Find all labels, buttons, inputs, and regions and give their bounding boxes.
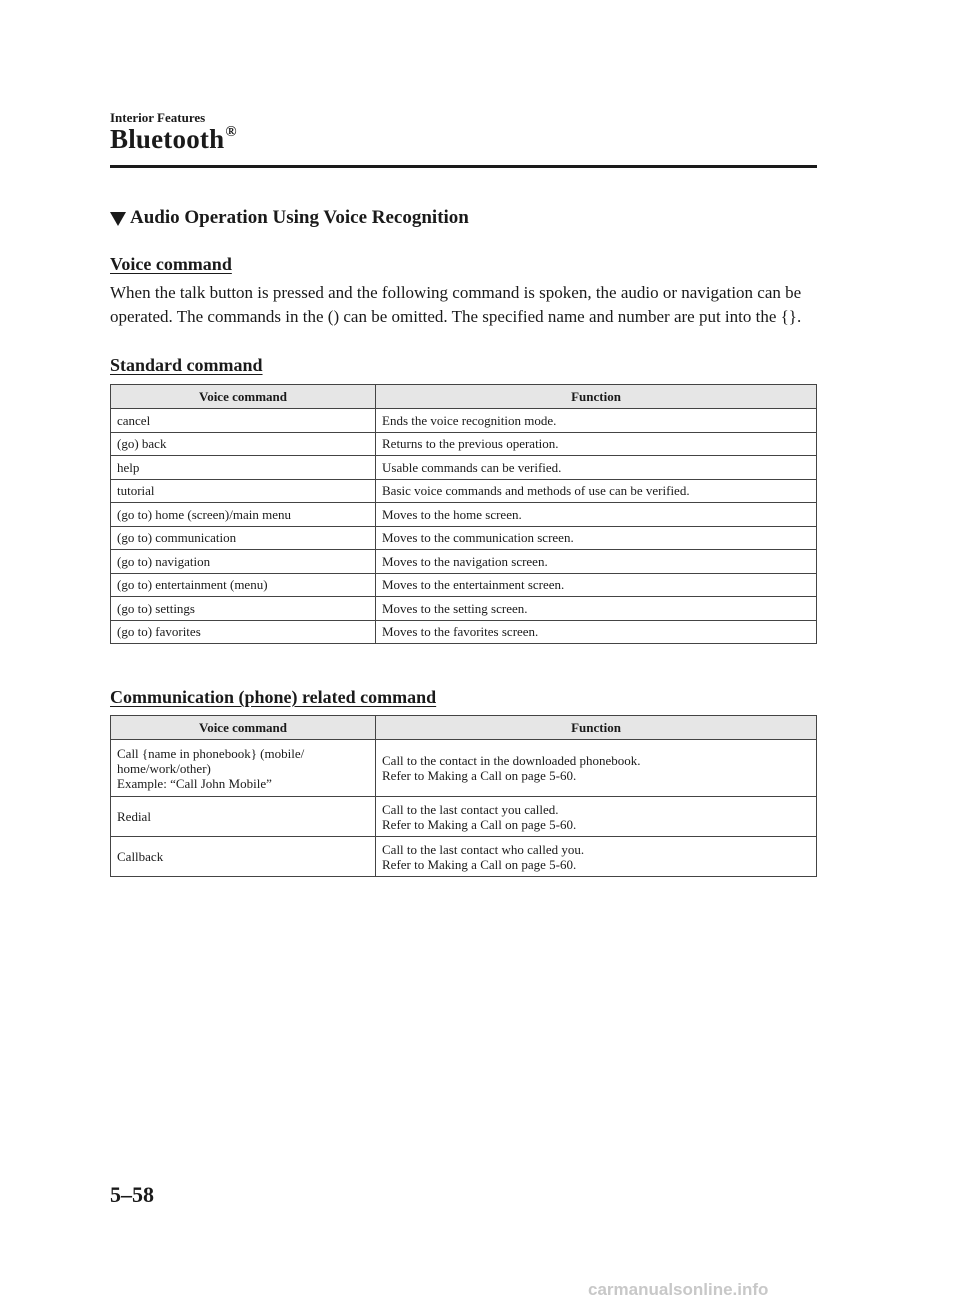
function-cell: Moves to the setting screen.	[376, 597, 817, 621]
chapter-title	[110, 124, 237, 155]
cell-line: home/work/other)	[117, 760, 211, 776]
phone-table-body	[111, 740, 817, 877]
column-header-voice-command: Voice command	[111, 716, 376, 740]
standard-command-table	[110, 384, 817, 644]
column-header-function: Function	[376, 385, 817, 409]
cell-line: Refer to Making a Call on page 5-60.	[382, 768, 577, 783]
registered-mark: ®	[225, 124, 237, 140]
intro-paragraph: When the talk button is pressed and the following command is spoken, the audio or navigation can be operated. The commands in the () can be omitted. The specified name and number are put into the {}.	[110, 283, 802, 326]
cell-line: Refer to Making a Call on page 5-60.	[382, 856, 577, 872]
column-header-voice-command: Voice command	[111, 385, 376, 409]
voice-command-cell: (go) back	[111, 432, 376, 456]
function-cell: Moves to the entertainment screen.	[376, 573, 817, 597]
function-cell: Ends the voice recognition mode.	[376, 409, 817, 433]
function-cell: Usable commands can be verified.	[376, 456, 817, 480]
triangle-down-icon	[110, 212, 126, 226]
voice-command-cell: (go to) entertainment (menu)	[111, 573, 376, 597]
cell-line: Refer to Making a Call on page 5-60.	[382, 816, 577, 832]
function-cell	[376, 797, 817, 837]
voice-command-cell: (go to) home (screen)/main menu	[111, 503, 376, 527]
voice-command-cell: (go to) favorites	[111, 620, 376, 644]
cell-line: Call to the contact in the downloaded phonebook.	[382, 753, 641, 768]
voice-command-cell: (go to) communication	[111, 526, 376, 550]
voice-command-subheading: Voice command	[110, 254, 232, 274]
function-cell: Basic voice commands and methods of use can be verified.	[376, 479, 817, 503]
voice-command-cell	[111, 837, 376, 877]
phone-command-subheading: Communication (phone) related command	[110, 687, 437, 707]
cell-line: Call to the last contact you called.	[382, 801, 559, 817]
standard-command-subheading: Standard command	[110, 355, 263, 375]
cell-line: Callback	[117, 849, 164, 864]
page-number: 5–58	[110, 1182, 154, 1207]
section-heading	[110, 207, 469, 229]
function-cell: Moves to the home screen.	[376, 503, 817, 527]
table-row	[111, 740, 817, 797]
table-row	[111, 620, 817, 644]
table-row	[111, 597, 817, 621]
voice-command-cell: (go to) settings	[111, 597, 376, 621]
table-header-row	[111, 385, 817, 409]
cell-line: Redial	[117, 809, 151, 824]
table-row	[111, 550, 817, 574]
cell-line: Call to the last contact who called you.	[382, 841, 585, 857]
table-row	[111, 409, 817, 433]
table-row	[111, 503, 817, 527]
voice-command-cell: help	[111, 456, 376, 480]
section-label: Interior Features	[110, 110, 206, 125]
function-cell: Moves to the communication screen.	[376, 526, 817, 550]
table-row	[111, 526, 817, 550]
function-cell	[376, 740, 817, 797]
table-row	[111, 432, 817, 456]
table-row	[111, 573, 817, 597]
table-row	[111, 837, 817, 877]
voice-command-cell: (go to) navigation	[111, 550, 376, 574]
function-cell: Moves to the navigation screen.	[376, 550, 817, 574]
voice-command-cell	[111, 740, 376, 797]
table-header-row	[111, 716, 817, 740]
table-row	[111, 456, 817, 480]
function-cell	[376, 837, 817, 877]
title-rule	[110, 165, 817, 168]
voice-command-cell	[111, 797, 376, 837]
table-row	[111, 797, 817, 837]
column-header-function: Function	[376, 716, 817, 740]
section-heading-text: Audio Operation Using Voice Recognition	[130, 207, 469, 228]
voice-command-cell: cancel	[111, 409, 376, 433]
voice-command-cell: tutorial	[111, 479, 376, 503]
function-cell: Moves to the favorites screen.	[376, 620, 817, 644]
chapter-title-text: Bluetooth	[110, 124, 225, 154]
cell-line: Call {name in phonebook} (mobile/	[117, 745, 305, 761]
phone-command-table	[110, 715, 817, 877]
standard-table-body	[111, 409, 817, 644]
watermark: carmanualsonline.info	[588, 1280, 769, 1299]
cell-line: Example: “Call John Mobile”	[117, 775, 272, 791]
table-row	[111, 479, 817, 503]
function-cell: Returns to the previous operation.	[376, 432, 817, 456]
